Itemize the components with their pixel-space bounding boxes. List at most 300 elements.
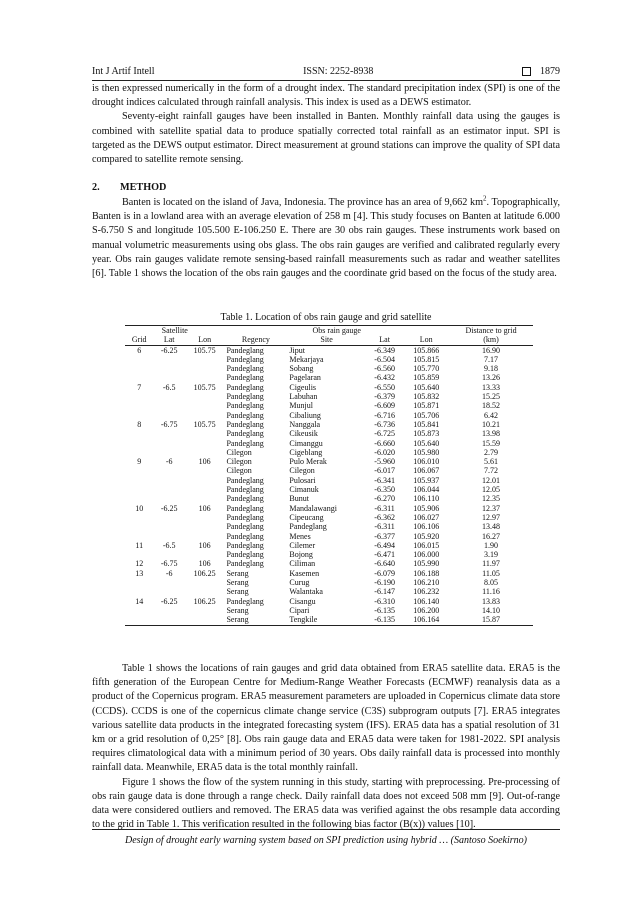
table-cell: 106.232 xyxy=(413,587,440,597)
table-cell: Cilegon xyxy=(226,457,252,467)
table-cell xyxy=(185,401,225,410)
table-row xyxy=(125,597,533,606)
table-cell: -6.5 xyxy=(162,540,176,550)
table-cell: 105.75 xyxy=(193,419,216,429)
table-cell: 105.873 xyxy=(413,429,440,439)
table-cell: 15.87 xyxy=(449,615,533,625)
table-cell xyxy=(153,606,184,615)
table-cell: 106.25 xyxy=(193,568,216,578)
table-cell xyxy=(185,587,225,596)
table-cell: -6.311 xyxy=(374,522,395,532)
table-row xyxy=(125,559,533,568)
table-cell: Cipari xyxy=(289,605,310,615)
table-cell: Ciliman xyxy=(289,559,316,569)
table-cell: Munjul xyxy=(289,401,313,411)
table-cell: Pandeglang xyxy=(226,419,264,429)
table-cell: 5.61 xyxy=(484,457,499,467)
table-cell xyxy=(185,439,225,448)
table-cell xyxy=(153,355,184,364)
table-cell xyxy=(153,550,184,559)
table-cell: 105.75 xyxy=(193,345,216,355)
table-cell: -6.377 xyxy=(374,531,395,541)
table-cell: 105.640 xyxy=(413,438,440,448)
table-cell: -6.270 xyxy=(374,494,395,504)
table-cell: 12.05 xyxy=(482,485,501,495)
table-cell xyxy=(185,606,225,615)
running-footer: Design of drought early warning system based on SPI prediction using hybrid … (Santoso Soekirno) xyxy=(92,829,560,846)
table-cell: 11.16 xyxy=(482,587,500,597)
table-cell xyxy=(153,392,184,401)
table-cell: 15.59 xyxy=(482,438,501,448)
table-cell xyxy=(153,364,184,373)
table-cell: Cipeucang xyxy=(289,512,324,522)
table-cell: 7 xyxy=(137,382,142,392)
table-cell: -6.362 xyxy=(374,512,395,522)
table-cell xyxy=(185,550,225,559)
table-cell: -6.341 xyxy=(374,475,395,485)
table-cell: 106 xyxy=(198,559,211,569)
table-cell: Jiput xyxy=(289,345,305,355)
table-cell: Walantaka xyxy=(289,587,323,597)
col-header-grid: Grid xyxy=(125,335,153,345)
table-cell: -6.550 xyxy=(374,382,395,392)
table-cell: Serang xyxy=(226,605,249,615)
table-cell: 15.25 xyxy=(482,392,501,402)
table-cell: Pandeglang xyxy=(226,364,264,374)
table-cell: 6 xyxy=(137,345,142,355)
table-cell: 12.97 xyxy=(482,512,501,522)
journal-name: Int J Artif Intell xyxy=(92,66,155,77)
table-row xyxy=(125,457,533,466)
table-cell: 13.33 xyxy=(482,382,501,392)
table-cell: Pandeglang xyxy=(226,485,264,495)
table-cell xyxy=(125,550,153,559)
table-cell: Cilegon xyxy=(226,447,252,457)
table-row xyxy=(125,550,533,559)
discussion-paragraph-1: Table 1 shows the locations of rain gauges and grid data obtained from ERA5 satellite data. ERA5 is the fifth generation of the European Centre for Medium-Range Weather Forecasts (ECMWF) reanalysis data as a product of the Copernicus program. ERA5 measurement parameters are uploaded in Copernicus climate data store (CCDS). CCDS is one of the copernicus climate change service (C3S) subprogram outputs [7]. ERA5 integrates various satellite data products in the integrated forecasting system (IFS). ERA5 data has a spatial resolution of 31 km or a grid resolution of 0,25° [8]. Obs rain gauge data and ERA5 data were taken for 1981-2022. SPI analysis requires climatological data with a minimum period of 30 years. Obs daily rainfall data is processed into monthly rainfall data. Meanwhile, ERA5 data is the total monthly rainfall. xyxy=(92,663,560,774)
table-cell: Curug xyxy=(289,578,310,588)
table-row xyxy=(125,541,533,550)
table-row xyxy=(125,439,533,448)
table-cell: 13.26 xyxy=(482,373,501,383)
table-row xyxy=(125,345,533,355)
table-row xyxy=(125,504,533,513)
table-cell xyxy=(125,532,153,541)
table-cell: 11.97 xyxy=(482,559,500,569)
table-cell: Pandeglang xyxy=(226,540,264,550)
table-cell xyxy=(185,429,225,438)
method-text-part-a: Banten is located on the island of Java, Indonesia. The province has an area of 9,662 km xyxy=(122,197,484,208)
intro-paragraph-2: Seventy-eight rainfall gauges have been installed in Banten. Monthly rainfall data using the gauges is combined with satellite spatial data to produce spatially corrected total rainfall as an estimator input. SPI is targeted as the DEWS output estimator. Direct measurement at ground stations can improve the quality of SPI data compared to satellite remote sensing. xyxy=(92,111,560,166)
group-header-satellite: Satellite xyxy=(125,326,224,336)
table-cell xyxy=(125,578,153,587)
table-row xyxy=(125,466,533,475)
table-cell: Serang xyxy=(226,568,249,578)
table-cell: Pandeglang xyxy=(226,494,264,504)
table-cell xyxy=(185,476,225,485)
superscript-2: 2 xyxy=(483,194,487,203)
table-cell xyxy=(125,522,153,531)
table-cell xyxy=(125,401,153,410)
table-cell: -6.017 xyxy=(374,466,395,476)
table-row xyxy=(125,401,533,410)
table-row xyxy=(125,494,533,503)
table-cell: 106.164 xyxy=(403,615,449,625)
table-cell xyxy=(125,606,153,615)
method-text-part-b: . Topographically, Banten is in a lowland area with an average elevation of 258 m [4]. This study focuses on Banten at latitude 6.000 S-6.750 S and longitude 105.500 E-106.250 E. There are 30 obs rain gauges. These instruments work based on manual volumetric measurements using obs glass. The obs rain gauges are verified and calibrated regularly every year. Obs rain gauges validate remote sensing-based rainfall measurements such as radar and weather satellites [6]. Table 1 shows the location of the obs rain gauges and the coordinate grid based on the focus of the study area. xyxy=(92,197,560,280)
table-row xyxy=(125,476,533,485)
table-cell: -6.660 xyxy=(374,438,395,448)
col-header-km: (km) xyxy=(449,335,533,345)
col-header-sat-lat: Lat xyxy=(153,335,184,345)
table-cell xyxy=(185,485,225,494)
table-cell: -6.25 xyxy=(160,503,178,513)
table-cell: -6.25 xyxy=(160,596,178,606)
table-cell xyxy=(185,615,225,625)
table-cell: -6.020 xyxy=(374,447,395,457)
table-cell xyxy=(153,466,184,475)
table-row xyxy=(125,587,533,596)
table-cell: Cibaliung xyxy=(289,410,321,420)
group-header-distance: Distance to grid xyxy=(449,326,533,336)
table-cell: 105.866 xyxy=(413,345,440,355)
table-cell: 13.98 xyxy=(482,429,501,439)
table-row xyxy=(125,606,533,615)
table-cell: -6.494 xyxy=(374,540,395,550)
table-cell: Pandeglang xyxy=(226,345,264,355)
table-cell: Cimanggu xyxy=(289,438,323,448)
table-cell: -6.432 xyxy=(374,373,395,383)
table-cell: Menes xyxy=(289,531,311,541)
table-cell: 9 xyxy=(137,457,142,467)
table-cell: -6.135 xyxy=(374,605,395,615)
table-cell: 106.188 xyxy=(413,568,440,578)
table-cell: 16.27 xyxy=(482,531,501,541)
table-cell: 105.859 xyxy=(413,373,440,383)
table-cell xyxy=(185,411,225,420)
table-cell xyxy=(185,364,225,373)
table-cell: 18.52 xyxy=(482,401,501,411)
table-cell: Kasemen xyxy=(289,568,320,578)
table-cell xyxy=(153,532,184,541)
table-row xyxy=(125,569,533,578)
table-row xyxy=(125,522,533,531)
table-cell xyxy=(125,392,153,401)
table-cell: 106.010 xyxy=(413,457,440,467)
table-cell: 106.200 xyxy=(413,605,440,615)
table-cell xyxy=(125,373,153,382)
table-cell: 12.37 xyxy=(482,503,501,513)
table-cell: Serang xyxy=(226,587,249,597)
table-cell: Cilegon xyxy=(226,466,252,476)
table-row xyxy=(125,411,533,420)
table-cell xyxy=(125,615,153,625)
table-cell: 12.35 xyxy=(482,494,501,504)
table-cell: Pandeglang xyxy=(226,512,264,522)
table-cell xyxy=(153,485,184,494)
table-cell: 10 xyxy=(135,503,144,513)
table-cell: 13 xyxy=(135,568,144,578)
table-cell xyxy=(185,513,225,522)
table-cell xyxy=(125,439,153,448)
table-cell: -6.379 xyxy=(374,392,395,402)
table-cell: 13.48 xyxy=(482,522,501,532)
running-header xyxy=(92,66,560,81)
table-cell: 106.000 xyxy=(413,550,440,560)
checkbox-icon xyxy=(522,67,531,76)
table-cell: Pandeglang xyxy=(226,559,264,569)
table-row xyxy=(125,429,533,438)
table-cell xyxy=(185,466,225,475)
table-cell: 105.770 xyxy=(413,364,440,374)
table-cell: Pandeglang xyxy=(226,354,264,364)
table-cell xyxy=(185,522,225,531)
table-cell xyxy=(185,355,225,364)
table-cell xyxy=(153,513,184,522)
table-cell xyxy=(153,494,184,503)
table-row xyxy=(125,513,533,522)
table-row xyxy=(125,355,533,364)
table-cell: -6.609 xyxy=(374,401,395,411)
table-cell: 9.18 xyxy=(484,364,499,374)
page-number-group xyxy=(522,66,560,77)
table-cell: Cikeusik xyxy=(289,429,318,439)
table-cell: 106.210 xyxy=(413,578,440,588)
table-cell xyxy=(125,476,153,485)
table-cell xyxy=(153,411,184,420)
table-cell: -6.147 xyxy=(374,587,395,597)
table-cell: -6.135 xyxy=(366,615,404,625)
table-cell: -6.25 xyxy=(160,345,178,355)
table-cell xyxy=(185,494,225,503)
table-cell: Pandeglang xyxy=(226,438,264,448)
table-cell: 105.841 xyxy=(413,419,440,429)
table-cell xyxy=(153,439,184,448)
section-heading xyxy=(92,182,166,193)
method-paragraph-1 xyxy=(92,196,560,281)
table-cell xyxy=(185,373,225,382)
table-cell xyxy=(125,494,153,503)
table-cell: Pulosari xyxy=(289,475,316,485)
table-row xyxy=(125,448,533,457)
table-cell: Nanggala xyxy=(289,419,321,429)
table-cell: 106.110 xyxy=(413,494,440,504)
table-cell xyxy=(125,513,153,522)
table-cell: 106.140 xyxy=(413,596,440,606)
issn: ISSN: 2252-8938 xyxy=(303,66,374,77)
table-cell: 106 xyxy=(198,540,211,550)
table-cell xyxy=(125,411,153,420)
table-cell: Pandeglang xyxy=(226,410,264,420)
table-cell: Pandeglang xyxy=(226,382,264,392)
table-cell: Pandeglang xyxy=(226,596,264,606)
table-cell: Cilegon xyxy=(289,466,315,476)
table-cell: 105.990 xyxy=(413,559,440,569)
table-cell: -6.560 xyxy=(374,364,395,374)
table-cell: 106.015 xyxy=(413,540,440,550)
table-cell: -6.5 xyxy=(162,382,176,392)
table-cell: 7.17 xyxy=(484,354,499,364)
table-cell xyxy=(153,401,184,410)
table-cell: 6.42 xyxy=(484,410,499,420)
table-cell xyxy=(125,587,153,596)
table-cell: -6.504 xyxy=(374,354,395,364)
table-cell xyxy=(153,476,184,485)
table-cell: 12 xyxy=(135,559,144,569)
table-cell: 12.01 xyxy=(482,475,501,485)
table-cell: 1.90 xyxy=(484,540,499,550)
table-cell: 8 xyxy=(137,419,142,429)
table-cell xyxy=(185,578,225,587)
table-cell: 106 xyxy=(198,457,211,467)
table-cell: Pandeglang xyxy=(226,373,264,383)
table-cell xyxy=(125,485,153,494)
col-header-site: Site xyxy=(287,335,365,345)
table-cell: -6.349 xyxy=(374,345,395,355)
table-cell xyxy=(125,448,153,457)
table-cell: 7.72 xyxy=(484,466,499,476)
table-cell: 13.83 xyxy=(482,596,501,606)
table-cell: 106.044 xyxy=(413,485,440,495)
table-cell: 14 xyxy=(135,596,144,606)
table-cell: 105.706 xyxy=(413,410,440,420)
table-row xyxy=(125,532,533,541)
table-cell: Serang xyxy=(224,615,287,625)
table-cell: Pandeglang xyxy=(226,429,264,439)
intro-paragraph-1: is then expressed numerically in the form of a drought index. The standard precipitation index (SPI) is one of the drought indices calculated through rainfall analysis. This index is used as a DEWS estimator. xyxy=(92,83,560,109)
table-row xyxy=(125,392,533,401)
table-cell: -6.75 xyxy=(160,419,178,429)
table-cell: Pandeglang xyxy=(289,522,327,532)
table-cell: -6.471 xyxy=(374,550,395,560)
table-cell: 105.815 xyxy=(413,354,440,364)
table-cell xyxy=(185,448,225,457)
discussion-paragraph-2: Figure 1 shows the flow of the system running in this study, starting with preprocessing. Pre-processing of obs rain gauge data is done through a range check. Daily rainfall data does not exceed 508 mm [9]. Out-of-range data were considered outliers and removed. The ERA5 data was verified against the obs resample data according to the grid in Table 1. This verification resulted in the following bias factor (B(x)) values [10]. xyxy=(92,776,560,831)
table-cell: 106.106 xyxy=(413,522,440,532)
table-cell: Pandeglang xyxy=(226,550,264,560)
table-cell xyxy=(153,578,184,587)
table-cell: -6.75 xyxy=(160,559,178,569)
table-cell: Cigeblang xyxy=(289,447,323,457)
table-cell: Mekarjaya xyxy=(289,354,324,364)
table-row xyxy=(125,364,533,373)
table-cell xyxy=(153,587,184,596)
table-cell: 3.19 xyxy=(484,550,499,560)
table-cell: -6.640 xyxy=(374,559,395,569)
method-text xyxy=(92,196,560,281)
table-cell: 2.79 xyxy=(484,447,499,457)
table-cell: 10.21 xyxy=(482,419,501,429)
table-cell xyxy=(125,355,153,364)
table-cell: -6.079 xyxy=(374,568,395,578)
table-cell: Cilemer xyxy=(289,540,316,550)
table-cell: Pandeglang xyxy=(226,401,264,411)
section-title: METHOD xyxy=(120,182,167,193)
table-cell: Pandeglang xyxy=(226,503,264,513)
table-row xyxy=(125,485,533,494)
table-cell: -6.190 xyxy=(374,578,395,588)
col-header-regency: Regency xyxy=(224,335,287,345)
table-cell xyxy=(125,466,153,475)
table-row xyxy=(125,615,533,625)
table-cell: -6.736 xyxy=(374,419,395,429)
table-cell: 11.05 xyxy=(482,568,500,578)
table-cell xyxy=(185,392,225,401)
table-cell: -6 xyxy=(165,457,173,467)
table-cell: Pandeglang xyxy=(226,531,264,541)
col-header-obs-lat: Lat xyxy=(366,335,404,345)
table-cell: Labuhan xyxy=(289,392,318,402)
table-cell: 105.640 xyxy=(413,382,440,392)
table-cell: Sobang xyxy=(289,364,314,374)
table-cell: Pandeglang xyxy=(226,522,264,532)
table-cell: 105.937 xyxy=(413,475,440,485)
table-cell: Pulo Merak xyxy=(289,457,327,467)
table-cell: 16.90 xyxy=(482,345,501,355)
col-header-obs-lon: Lon xyxy=(403,335,449,345)
table-cell xyxy=(153,615,184,625)
table-cell: 105.871 xyxy=(413,401,440,411)
table-cell: Pandeglang xyxy=(226,475,264,485)
table-cell xyxy=(153,429,184,438)
table-cell: -6.311 xyxy=(374,503,395,513)
table-cell: Cigeulis xyxy=(289,382,317,392)
table-cell: Mandalawangi xyxy=(289,503,337,513)
table-cell xyxy=(153,448,184,457)
table-row xyxy=(125,383,533,392)
table-cell: Tengkile xyxy=(287,615,365,625)
table-cell: 8.05 xyxy=(484,578,499,588)
table-row xyxy=(125,420,533,429)
table-cell: -6.716 xyxy=(374,410,395,420)
table-cell: Pandeglang xyxy=(226,392,264,402)
table-cell: -6.350 xyxy=(374,485,395,495)
table-cell: Serang xyxy=(226,578,249,588)
table-cell: 11 xyxy=(135,540,144,550)
table-cell: 105.920 xyxy=(413,531,440,541)
table-cell: 106 xyxy=(198,503,211,513)
table-cell: -6.725 xyxy=(374,429,395,439)
group-header-obs: Obs rain gauge xyxy=(224,326,449,336)
table-cell: 105.906 xyxy=(413,503,440,513)
section-number: 2. xyxy=(92,182,100,193)
rain-gauge-table xyxy=(125,325,533,626)
table-cell: Cisangu xyxy=(289,596,316,606)
intro-text xyxy=(92,82,560,167)
table-cell: Bunut xyxy=(289,494,309,504)
table-row xyxy=(125,373,533,382)
table-cell: -5.960 xyxy=(374,457,395,467)
table-cell xyxy=(153,522,184,531)
table-cell: 105.832 xyxy=(413,392,440,402)
table-cell: Pagelaran xyxy=(289,373,321,383)
table-cell xyxy=(125,429,153,438)
table-cell: -6.310 xyxy=(374,596,395,606)
table-cell: 106.25 xyxy=(193,596,216,606)
table-cell: Bojong xyxy=(289,550,313,560)
page-number: 1879 xyxy=(539,66,560,77)
col-header-sat-lon: Lon xyxy=(185,335,225,345)
table-cell: 14.10 xyxy=(482,605,501,615)
table-cell: Cimanuk xyxy=(289,485,319,495)
table-cell: 106.067 xyxy=(413,466,440,476)
table-caption: Table 1. Location of obs rain gauge and grid satellite xyxy=(220,312,432,323)
table-cell xyxy=(125,364,153,373)
table-cell: 106.027 xyxy=(413,512,440,522)
table-cell xyxy=(185,532,225,541)
table-cell: -6 xyxy=(165,568,173,578)
discussion-text xyxy=(92,662,560,832)
